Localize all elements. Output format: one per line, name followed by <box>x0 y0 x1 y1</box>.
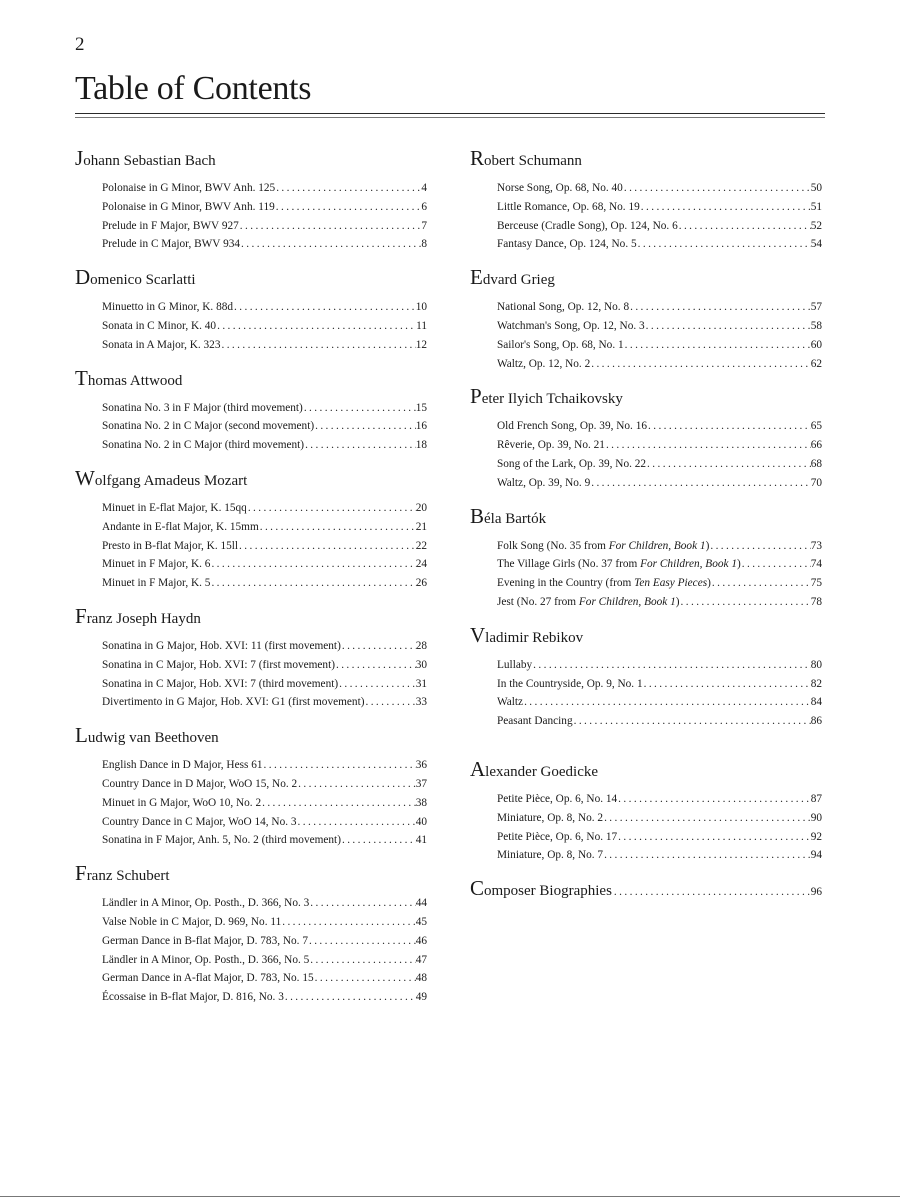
composer-section <box>470 265 822 373</box>
entry-page: 46 <box>415 934 427 947</box>
entry-page: 31 <box>415 677 427 690</box>
composer-heading <box>470 623 822 647</box>
dot-leader <box>637 235 811 254</box>
entry-title-text: ) <box>675 595 680 608</box>
toc-entry[interactable] <box>102 951 427 970</box>
entry-page: 60 <box>810 338 822 351</box>
dot-leader <box>617 790 811 809</box>
composer-heading <box>75 604 427 628</box>
toc-entry[interactable] <box>497 675 822 694</box>
dot-leader <box>275 179 421 198</box>
entry-page: 16 <box>415 420 427 433</box>
composer-name: udwig van Beethoven <box>87 730 219 747</box>
entry-title: Écossaise in B-flat Major, D. 816, No. 3 <box>102 991 284 1004</box>
toc-entry[interactable] <box>497 555 822 574</box>
entry-page: 84 <box>810 696 822 709</box>
dot-leader <box>678 217 811 236</box>
entry-page: 24 <box>415 558 427 571</box>
dot-leader <box>338 675 416 694</box>
composer-name: omenico Scarlatti <box>90 272 196 289</box>
dot-leader <box>259 518 416 537</box>
entry-title-italic: For Children, Book 1 <box>578 595 676 608</box>
composer-section <box>75 466 427 593</box>
entry-title: Sonatina in C Major, Hob. XVI: 7 (first movement) <box>102 658 335 671</box>
entry-title: Sonata in C Minor, K. 40 <box>102 319 217 332</box>
composer-name: ranz Joseph Haydn <box>86 610 201 627</box>
dot-leader <box>314 969 416 988</box>
composer-section <box>75 146 427 254</box>
entry-page: 30 <box>415 658 427 671</box>
toc-entry[interactable] <box>497 846 822 865</box>
dot-leader <box>341 831 416 850</box>
entry-title-italic: For Children, Book 1 <box>608 539 706 552</box>
entry-title <box>497 537 709 556</box>
toc-entry[interactable] <box>102 831 427 850</box>
entry-title: English Dance in D Major, Hess 61 <box>102 759 263 772</box>
entry-title: Ländler in A Minor, Op. Posth., D. 366, No. 3 <box>102 897 310 910</box>
toc-entry[interactable] <box>497 809 822 828</box>
toc-entry[interactable] <box>102 756 427 775</box>
toc-entry[interactable] <box>102 217 427 236</box>
entry-page: 68 <box>810 457 822 470</box>
entry-page: 48 <box>415 972 427 985</box>
entry-title: Andante in E-flat Major, K. 15mm <box>102 520 259 533</box>
composer-initial: J <box>75 146 84 170</box>
toc-entry[interactable] <box>102 537 427 556</box>
dot-leader <box>612 880 811 904</box>
entry-page: 45 <box>415 915 427 928</box>
composer-heading <box>75 723 427 747</box>
composer-section <box>75 604 427 712</box>
entry-title: Song of the Lark, Op. 39, No. 22 <box>497 457 647 470</box>
entry-title-text: ) <box>707 577 711 590</box>
entry-title: Country Dance in C Major, WoO 14, No. 3 <box>102 815 297 828</box>
composer-initial: A <box>470 756 486 781</box>
dot-leader <box>709 537 810 556</box>
entry-title: Little Romance, Op. 68, No. 19 <box>497 200 640 213</box>
entry-title <box>497 593 680 612</box>
composer-initial: E <box>470 265 483 290</box>
entry-title: Divertimento in G Major, Hob. XVI: G1 (first movement) <box>102 696 365 709</box>
entry-title: Minuet in F Major, K. 6 <box>102 558 211 571</box>
composer-heading <box>470 757 822 781</box>
composer-section <box>75 723 427 850</box>
composer-heading <box>470 384 822 408</box>
entry-title: Watchman's Song, Op. 12, No. 3 <box>497 319 645 332</box>
toc-entry[interactable] <box>497 179 822 198</box>
toc-entry[interactable] <box>102 198 427 217</box>
composer-section <box>75 861 427 1007</box>
entry-title-text: The Village Girls (No. 37 from <box>497 558 641 571</box>
composer-name: ladimir Rebikov <box>485 629 584 646</box>
title-rule-lower <box>75 117 825 118</box>
entry-title: Lullaby <box>497 658 533 671</box>
entry-page: 62 <box>810 357 822 370</box>
entry-title: Sonatina No. 2 in C Major (second movement) <box>102 420 315 433</box>
entry-page: 75 <box>810 577 822 590</box>
composer-heading <box>75 366 427 390</box>
toc-entry[interactable] <box>497 593 822 612</box>
dot-leader <box>590 474 810 493</box>
entry-title: German Dance in A-flat Major, D. 783, No. 15 <box>102 972 314 985</box>
composer-initial: W <box>75 465 95 490</box>
entry-title: Sonatina No. 3 in F Major (third movement) <box>102 401 303 414</box>
toc-entry[interactable] <box>102 417 427 436</box>
dot-leader <box>603 809 811 828</box>
dot-leader <box>647 417 811 436</box>
entry-page: 11 <box>416 319 427 332</box>
dot-leader <box>624 336 811 355</box>
entry-page: 92 <box>810 830 822 843</box>
dot-leader <box>573 712 811 731</box>
composer-name: ranz Schubert <box>86 868 170 885</box>
dot-leader <box>297 775 416 794</box>
entry-page: 52 <box>810 219 822 232</box>
entry-title: In the Countryside, Op. 9, No. 1 <box>497 677 643 690</box>
toc-entry[interactable] <box>102 969 427 988</box>
composer-initial: T <box>75 365 88 390</box>
composer-name: olfgang Amadeus Mozart <box>94 472 248 489</box>
entry-title: Sonatina in F Major, Anh. 5, No. 2 (third movement) <box>102 834 341 847</box>
entry-title: Waltz, Op. 12, No. 2 <box>497 357 591 370</box>
entry-title: Sonatina in G Major, Hob. XVI: 11 (first movement) <box>102 639 341 652</box>
toc-entry[interactable] <box>497 828 822 847</box>
entry-title <box>497 574 711 593</box>
entry-title: Minuet in G Major, WoO 10, No. 2 <box>102 796 262 809</box>
composer-heading <box>75 466 427 490</box>
dot-leader <box>617 828 811 847</box>
entry-page: 78 <box>810 595 822 608</box>
toc-entry[interactable] <box>497 436 822 455</box>
toc-entry[interactable] <box>102 637 427 656</box>
toc-entry[interactable] <box>497 217 822 236</box>
toc-entry[interactable] <box>102 574 427 593</box>
toc-entry[interactable] <box>102 656 427 675</box>
entry-page: 87 <box>810 792 822 805</box>
composer-name: homas Attwood <box>87 372 183 389</box>
entry-page: 80 <box>810 658 822 671</box>
bio-initial: C <box>470 876 485 901</box>
toc-entry[interactable] <box>102 675 427 694</box>
entry-title: Waltz, Op. 39, No. 9 <box>497 476 591 489</box>
composer-name: lexander Goedicke <box>485 763 599 780</box>
entry-title: Minuet in E-flat Major, K. 15qq <box>102 501 247 514</box>
composer-name: dvard Grieg <box>482 272 555 289</box>
toc-entry[interactable] <box>102 913 427 932</box>
entry-title: Fantasy Dance, Op. 124, No. 5 <box>497 238 637 251</box>
toc-entry[interactable] <box>102 693 427 712</box>
entry-title: Sonatina No. 2 in C Major (third movement) <box>102 439 305 452</box>
dot-leader <box>303 399 416 418</box>
entry-page: 51 <box>810 200 822 213</box>
entry-page: 50 <box>810 182 822 194</box>
composer-name: obert Schumann <box>484 153 582 169</box>
dot-leader <box>643 675 811 694</box>
dot-leader <box>216 317 416 336</box>
entry-page: 22 <box>415 539 427 552</box>
dot-leader <box>605 436 811 455</box>
entry-title-text: Jest (No. 27 from <box>497 595 579 608</box>
entry-page: 18 <box>415 439 427 452</box>
entry-page: 38 <box>415 796 427 809</box>
entry-page: 4 <box>421 182 427 194</box>
entry-title: German Dance in B-flat Major, D. 783, No. 7 <box>102 934 308 947</box>
composer-section <box>470 504 822 612</box>
toc-entry[interactable] <box>497 656 822 675</box>
entry-title: Minuet in F Major, K. 5 <box>102 577 211 590</box>
dot-leader <box>532 656 811 675</box>
dot-leader <box>523 693 811 712</box>
page-number: 2 <box>75 34 85 55</box>
toc-entry[interactable] <box>497 712 822 731</box>
toc-entry[interactable] <box>497 235 822 254</box>
composer-initial: F <box>75 861 87 886</box>
entry-title: Presto in B-flat Major, K. 15ll <box>102 539 239 552</box>
dot-leader <box>281 913 415 932</box>
entry-title: Prelude in F Major, BWV 927 <box>102 219 239 232</box>
composer-section <box>470 623 822 731</box>
toc-entry[interactable] <box>102 235 427 254</box>
entry-title: Old French Song, Op. 39, No. 16 <box>497 420 647 433</box>
toc-entry-composer-biographies[interactable] <box>470 876 822 900</box>
toc-entry[interactable] <box>497 417 822 436</box>
entry-title: Sailor's Song, Op. 68, No. 1 <box>497 338 624 351</box>
dot-leader <box>261 794 416 813</box>
dot-leader <box>335 656 416 675</box>
entry-title-text: ) <box>736 558 741 571</box>
entry-page: 36 <box>415 759 427 772</box>
entry-page: 82 <box>810 677 822 690</box>
entry-page: 47 <box>415 953 427 966</box>
dot-leader <box>308 932 416 951</box>
entry-title-text: Folk Song (No. 35 from <box>497 539 609 552</box>
toc-entry[interactable] <box>102 775 427 794</box>
entry-page: 66 <box>810 439 822 452</box>
dot-leader <box>364 693 415 712</box>
entry-title: Peasant Dancing <box>497 715 573 728</box>
entry-page: 94 <box>810 849 822 862</box>
composer-initial: V <box>470 622 486 647</box>
toc-entry[interactable] <box>497 455 822 474</box>
toc-entry[interactable] <box>497 317 822 336</box>
dot-leader <box>629 298 811 317</box>
entry-page: 58 <box>810 319 822 332</box>
entry-page: 74 <box>810 558 822 571</box>
entry-page: 21 <box>415 520 427 533</box>
toc-entry[interactable] <box>497 355 822 374</box>
entry-title: Country Dance in D Major, WoO 15, No. 2 <box>102 777 298 790</box>
composer-initial: F <box>75 603 87 628</box>
entry-page: 57 <box>810 301 822 314</box>
entry-title: National Song, Op. 12, No. 8 <box>497 301 630 314</box>
entry-title <box>497 555 741 574</box>
dot-leader <box>240 235 421 254</box>
entry-page: 15 <box>415 401 427 414</box>
entry-page: 40 <box>415 815 427 828</box>
entry-title: Polonaise in G Minor, BWV Anh. 125 <box>102 182 276 194</box>
entry-title: Berceuse (Cradle Song), Op. 124, No. 6 <box>497 219 678 232</box>
toc-entry[interactable] <box>497 298 822 317</box>
toc-entry[interactable] <box>497 474 822 493</box>
dot-leader <box>646 455 811 474</box>
entry-title: Sonatina in C Major, Hob. XVI: 7 (third movement) <box>102 677 339 690</box>
entry-title-text: Evening in the Country (from <box>497 577 635 590</box>
dot-leader <box>645 317 811 336</box>
entry-title: Valse Noble in C Major, D. 969, No. 11 <box>102 915 282 928</box>
dot-leader <box>233 298 416 317</box>
composer-section <box>470 146 822 254</box>
toc-entry[interactable] <box>497 198 822 217</box>
toc-entry[interactable] <box>497 574 822 593</box>
entry-title: Minuetto in G Minor, K. 88d <box>102 301 234 314</box>
bio-title: omposer Biographies <box>484 883 612 900</box>
toc-entry[interactable] <box>102 436 427 455</box>
toc-entry[interactable] <box>102 518 427 537</box>
composer-section <box>75 366 427 455</box>
composer-name: ohann Sebastian Bach <box>83 153 216 169</box>
dot-leader <box>263 756 416 775</box>
entry-page: 33 <box>415 696 427 709</box>
composer-initial: R <box>470 146 485 170</box>
composer-initial: B <box>470 503 485 528</box>
toc-entry[interactable] <box>497 790 822 809</box>
entry-page: 10 <box>415 301 427 314</box>
entry-title: Petite Pièce, Op. 6, No. 17 <box>497 830 618 843</box>
entry-page: 28 <box>415 639 427 652</box>
entry-title-italic: Ten Easy Pieces <box>634 577 708 590</box>
entry-page: 41 <box>415 834 427 847</box>
composer-initial: D <box>75 265 91 290</box>
dot-leader <box>247 499 416 518</box>
right-column <box>470 146 822 900</box>
composer-name: eter Ilyich Tchaikovsky <box>481 391 623 408</box>
entry-page: 20 <box>415 501 427 514</box>
entry-title: Miniature, Op. 8, No. 2 <box>497 811 604 824</box>
dot-leader <box>309 951 415 970</box>
entry-page: 90 <box>810 811 822 824</box>
composer-heading <box>470 146 822 170</box>
composer-initial: P <box>470 384 482 409</box>
entry-page: 12 <box>415 338 427 351</box>
toc-entry[interactable] <box>497 693 822 712</box>
dot-leader <box>711 574 811 593</box>
entry-title-text: ) <box>705 539 710 552</box>
entry-page: 8 <box>421 238 427 251</box>
page-title: Table of Contents <box>75 70 312 107</box>
entry-title: Petite Pièce, Op. 6, No. 14 <box>497 792 618 805</box>
toc-entry[interactable] <box>102 813 427 832</box>
toc-entry[interactable] <box>102 555 427 574</box>
dot-leader <box>590 355 810 374</box>
dot-leader <box>341 637 416 656</box>
toc-entry[interactable] <box>102 179 427 198</box>
composer-section <box>75 265 427 354</box>
composer-heading <box>75 861 427 885</box>
toc-entry[interactable] <box>102 499 427 518</box>
composer-heading <box>75 265 427 289</box>
toc-entry[interactable] <box>497 537 822 556</box>
toc-entry[interactable] <box>102 794 427 813</box>
bio-page: 96 <box>810 886 822 899</box>
dot-leader <box>304 436 416 455</box>
entry-title: Ländler in A Minor, Op. Posth., D. 366, No. 5 <box>102 953 310 966</box>
entry-page: 6 <box>421 200 427 213</box>
entry-page: 49 <box>415 991 427 1004</box>
entry-page: 86 <box>810 715 822 728</box>
composer-heading <box>75 146 427 170</box>
dot-leader <box>314 417 416 436</box>
dot-leader <box>741 555 811 574</box>
toc-entry[interactable] <box>102 988 427 1007</box>
entry-title: Sonata in A Major, K. 323 <box>102 338 221 351</box>
composer-section <box>470 384 822 492</box>
entry-title: Waltz <box>497 696 524 709</box>
dot-leader <box>680 593 811 612</box>
composer-section <box>470 757 822 865</box>
entry-page: 54 <box>810 238 822 251</box>
dot-leader <box>603 846 811 865</box>
dot-leader <box>210 574 415 593</box>
entry-page: 7 <box>421 219 427 232</box>
dot-leader <box>297 813 416 832</box>
entry-title: Polonaise in G Minor, BWV Anh. 119 <box>102 200 275 213</box>
toc-entry[interactable] <box>102 932 427 951</box>
dot-leader <box>238 537 416 556</box>
composer-initial: L <box>75 723 88 748</box>
dot-leader <box>284 988 416 1007</box>
entry-title: Rêverie, Op. 39, No. 21 <box>497 439 605 452</box>
dot-leader <box>220 336 415 355</box>
composer-heading <box>470 504 822 528</box>
entry-page: 73 <box>810 539 822 552</box>
dot-leader <box>623 179 811 198</box>
toc-entry[interactable] <box>102 336 427 355</box>
toc-entry[interactable] <box>497 336 822 355</box>
entry-page: 44 <box>415 897 427 910</box>
entry-page: 26 <box>415 577 427 590</box>
composer-name: éla Bartók <box>484 510 547 527</box>
dot-leader <box>275 198 422 217</box>
entry-page: 70 <box>810 476 822 489</box>
composer-heading <box>470 265 822 289</box>
dot-leader <box>210 555 415 574</box>
toc-entry[interactable] <box>102 298 427 317</box>
left-column <box>75 146 427 1018</box>
dot-leader <box>239 217 422 236</box>
dot-leader <box>309 894 415 913</box>
dot-leader <box>640 198 811 217</box>
entry-title-italic: For Children, Book 1 <box>640 558 737 571</box>
toc-entry[interactable] <box>102 399 427 418</box>
title-rule <box>75 113 825 114</box>
toc-entry[interactable] <box>102 894 427 913</box>
entry-title: Norse Song, Op. 68, No. 40 <box>497 182 623 194</box>
entry-title: Prelude in C Major, BWV 934 <box>102 238 241 251</box>
entry-title: Miniature, Op. 8, No. 7 <box>497 849 604 862</box>
entry-page: 65 <box>810 420 822 433</box>
bottom-rule <box>0 1196 900 1197</box>
entry-page: 37 <box>415 777 427 790</box>
toc-entry[interactable] <box>102 317 427 336</box>
